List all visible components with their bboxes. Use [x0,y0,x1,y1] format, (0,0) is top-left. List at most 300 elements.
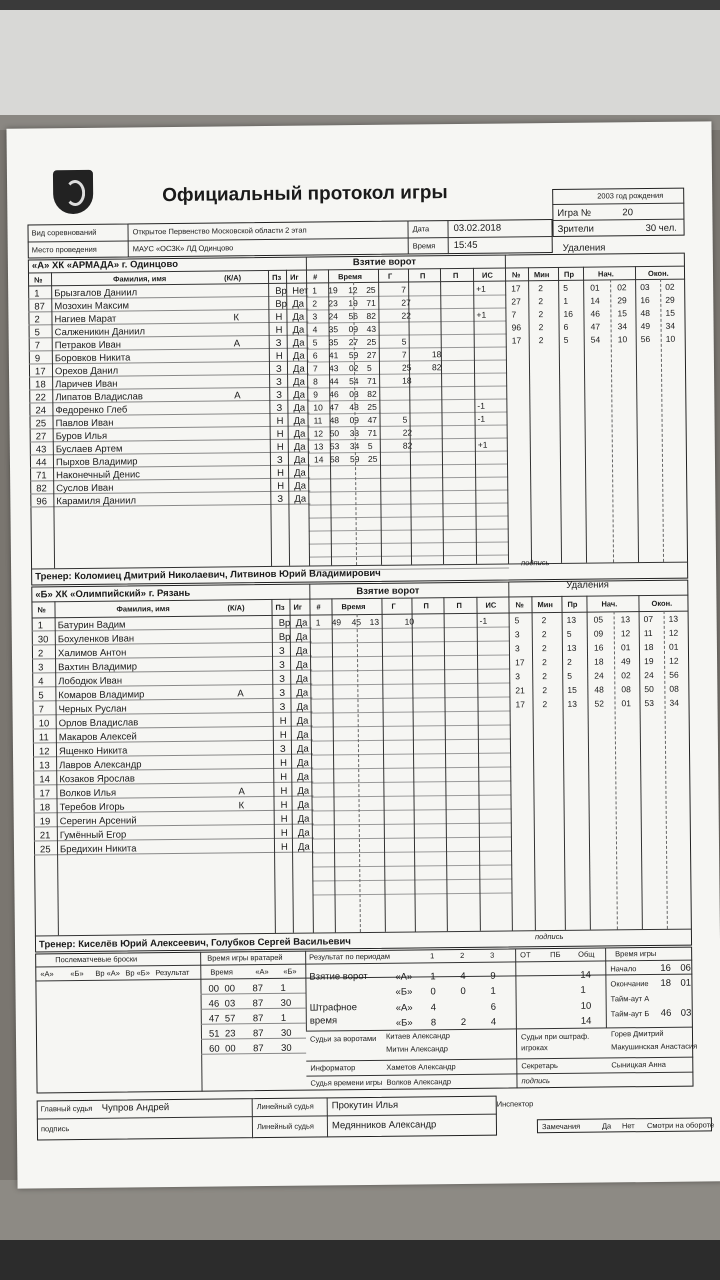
player-plays: Да [293,402,306,414]
player-name: Федоренко Глеб [55,404,128,417]
penalty-cell: 01 [668,641,679,652]
player-plays: Да [293,376,305,388]
period-team: «Б» [395,986,413,998]
player-position: З [277,493,284,505]
penalty-cell: 5 [566,628,572,639]
goal-cell: 14 [313,454,324,465]
goalie-row [201,996,306,1010]
player-number: 71 [36,470,47,482]
penalty-cell: 16 [640,294,650,306]
goalie-cell: 00 [225,1043,236,1055]
goal-cell: 71 [367,375,377,386]
goal-cell: 10 [313,402,323,413]
venue: МАУС «ОСЗК» ЛД Одинцово [132,243,234,254]
penalty-cell: 16 [563,308,573,319]
player-position: З [279,701,286,713]
player-name: Волков Илья [59,787,117,800]
goal-cell: 24 [328,311,338,322]
goal-cell: 82 [366,310,376,321]
penalty-cell: 96 [511,322,522,333]
goal-cell: 50 [329,428,340,439]
penalty-cell: 7 [511,309,517,320]
penalty-cell: 49 [640,320,651,332]
player-plays: Да [294,493,307,505]
player-position: Н [275,350,283,362]
goal-cell: 82 [431,362,442,373]
goal-cell: -1 [477,400,486,411]
period-value: 4 [460,970,466,983]
player-number: 13 [39,760,50,772]
player-name: Вахтин Владимир [58,661,138,674]
team-b-pen-title: Удаления [566,579,609,591]
goal-cell: 9 [313,389,319,400]
team-a-pen-title: Удаления [562,242,606,254]
player-name: Мозохин Максим [54,300,130,313]
goalie-row [201,1026,306,1040]
gk-title: Время игры вратарей [207,952,283,963]
penalty-row [509,626,689,641]
player-number: 11 [38,732,49,744]
goal-cell: 10 [404,616,415,627]
goal-cell: 13 [313,441,324,452]
window-frame [0,0,720,130]
period-row [395,967,605,982]
goal-cell: 09 [349,415,360,426]
goalie-cell: 03 [224,998,236,1010]
goal-cell: 02 [348,363,359,374]
player-position: З [276,402,283,414]
period-value: 14 [580,969,592,981]
penalty-cell: 52 [594,698,605,709]
goal-cell: +1 [476,309,487,320]
player-name: Серегин Арсений [59,815,137,828]
player-number: 44 [35,457,47,469]
player-name: Бохуленков Иван [57,633,135,646]
period-value: 0 [460,985,466,998]
penalty-cell: 17 [511,335,522,346]
goal-cell: 27 [348,337,359,348]
penalty-row [509,696,689,711]
goalie-cell: 23 [224,1028,236,1040]
player-role: А [233,338,241,350]
penalty-cell: 47 [590,321,601,332]
penalty-cell: 12 [668,627,679,638]
player-plays: Да [296,701,309,713]
goal-cell: 25 [366,336,377,347]
goalie-cell: 30 [280,997,292,1009]
penalty-cell: 3 [514,629,520,640]
table-surface [0,1180,720,1280]
period-value: 6 [490,1001,497,1013]
goalie-cell: 57 [224,1013,236,1025]
penalty-row [509,612,689,627]
player-plays: Да [292,363,305,375]
penalty-cell: 16 [593,642,604,653]
player-number: 12 [38,746,50,758]
penalty-cell: 15 [567,684,577,695]
player-number: 2 [37,648,44,660]
goal-cell: 35 [328,324,339,335]
goalie-row [201,1041,306,1055]
period-team: «А» [395,1002,413,1014]
goal-cell: 19 [348,298,358,309]
penalty-cell: 09 [593,628,604,639]
game-no: 20 [622,207,634,219]
team-a-title: «А» ХК «АРМАДА» г. Одинцово [31,258,179,272]
player-plays: Да [296,715,309,727]
competition-label: Вид соревнований [31,227,97,238]
periods-title: Результат по периодам [309,951,391,962]
player-name: Карамиля Даниил [56,495,137,508]
player-plays: Да [295,617,308,629]
period-team: «А» [395,971,413,983]
linesman-1: Прокутин Илья [331,1099,399,1112]
player-position: Н [275,324,283,336]
penalty-cell: 54 [590,334,601,345]
goal-cell: 59 [349,454,360,465]
goal-cell: 54 [349,376,359,387]
period-row [396,998,606,1013]
linesman-2: Медянников Александр [331,1119,437,1132]
goal-cell: 49 [331,617,342,628]
player-name: Нагиев Марат [54,313,117,326]
player-number: 82 [36,483,47,495]
goal-cell: -1 [479,615,488,626]
player-name: Ященко Никита [58,745,128,758]
player-name: Липатов Владислав [55,391,143,404]
goal-cell: 47 [367,414,378,425]
goal-cell: 27 [366,349,377,360]
player-number: 9 [34,353,41,365]
page-title: Официальный протокол игры [162,182,448,207]
player-number: 14 [39,774,50,786]
player-number: 5 [38,690,44,702]
player-position: Н [276,415,284,427]
team-a-coach: Тренер: Коломиец Дмитрий Николаевич, Литвинов Юрий Владимирович [35,567,381,583]
club-logo-icon [53,170,93,214]
period-value: 2 [460,1016,467,1029]
player-plays: Да [297,757,309,769]
period-value: 0 [430,986,436,998]
team-a-sign: подпись [520,558,550,568]
period-value: 10 [580,1000,592,1012]
goalie-cell: 30 [281,1042,292,1054]
player-name: Гумённый Егор [59,829,127,842]
period-value: 1 [430,971,436,983]
player-plays: Да [295,631,308,643]
penalty-cell: 24 [594,670,604,681]
player-position: Н [279,729,287,741]
penalty-cell: 17 [511,283,521,294]
player-number: 7 [38,704,44,716]
period-row [395,982,605,997]
period-team: «Б» [395,1017,413,1029]
player-position: Н [279,715,287,727]
penalty-cell: 02 [621,670,631,681]
player-role: К [238,800,245,812]
goalie-cell: 87 [252,983,264,995]
penalty-cell: 2 [538,335,544,346]
goal-cell: 58 [329,454,340,465]
penalty-cell: 2 [541,629,547,640]
player-position: Н [277,480,285,492]
goal-cell: 82 [402,440,413,451]
game-no-label: Игра № [557,207,592,219]
goal-cell: 34 [349,441,360,452]
penalty-cell: 2 [542,699,548,710]
goal-cell: 27 [401,297,411,308]
penalty-cell: 17 [515,657,525,668]
goal-cell: 71 [366,297,376,308]
penalty-cell: 15 [665,307,675,318]
player-name: Боровков Никита [54,352,131,365]
goal-cell: 43 [366,323,377,334]
penalty-cell: 10 [665,333,676,344]
player-plays: Нет [292,285,309,297]
penalty-cell: 2 [538,322,544,333]
penalty-cell: 03 [640,281,650,293]
period-value: 1 [580,984,586,996]
player-position: Вр [278,631,291,643]
penalty-cell: 5 [514,615,520,626]
penalty-cell: 2 [567,656,572,667]
player-position: Н [280,785,288,797]
goal-cell: 56 [348,311,358,322]
spectators-label: Зрители [557,223,595,235]
goalie-row [200,981,305,995]
penalty-cell: 15 [617,308,627,319]
goal-cell: 25 [366,284,376,295]
goalie-row [201,1011,306,1025]
player-number: 27 [35,431,47,443]
penalty-cell: 27 [511,296,521,307]
goalie-cell: 1 [280,982,286,994]
pim-by-period-label: Штрафное время [309,1002,358,1027]
penalty-cell: 11 [643,627,653,639]
goal-cell: 19 [328,285,338,296]
player-plays: Да [297,827,310,839]
goal-cell: 11 [313,415,323,426]
penalty-cell: 2 [542,657,547,668]
goal-cell: 1 [315,617,321,628]
player-plays: Да [296,659,308,671]
goal-cell: 13 [369,616,380,627]
goal-cell: 53 [329,441,340,452]
player-plays: Да [293,415,306,427]
goal-cell: 7 [312,363,318,374]
goal-cell: 5 [402,414,408,425]
penalty-cell: 01 [590,282,600,293]
penalty-cell: 5 [563,334,569,345]
player-plays: Да [296,729,309,741]
player-name: Петраков Иван [54,339,122,352]
player-position: З [275,337,282,349]
team-b-sign: подпись [534,931,564,942]
goal-cell: 48 [349,402,359,413]
penalty-cell: 56 [669,669,679,680]
player-position: З [276,389,283,401]
team-a-goals-title: Взятие ворот [352,256,417,269]
player-plays: Да [293,428,306,440]
player-number: 1 [34,288,40,300]
player-number: 25 [39,844,51,856]
goal-cell: 71 [367,427,378,438]
goal-cell: 7 [401,284,406,295]
penalty-cell: 48 [640,307,650,319]
goal-cell: +1 [477,439,488,450]
player-position: З [276,376,282,388]
player-name: Лободюк Иван [58,675,123,688]
penalty-cell: 24 [644,669,654,681]
player-number: 3 [38,662,44,674]
goal-cell: 1 [312,285,317,296]
goalie-cell: 1 [280,1012,287,1024]
penalty-cell: 13 [668,613,679,624]
player-plays: Да [292,337,305,349]
penalty-cell: 48 [594,684,604,695]
goal-cell: 44 [329,376,339,387]
goal-cell: 33 [349,428,360,439]
player-plays: Да [296,673,309,685]
date-label: Дата [412,224,430,234]
player-role: А [234,390,241,402]
penalty-cell: 29 [665,294,675,305]
player-position: З [275,363,282,375]
penalty-cell: 13 [566,642,577,653]
penalty-cell: 49 [621,656,631,667]
period-value: 8 [430,1017,437,1029]
goal-cell: 4 [312,324,318,335]
penalty-cell: 2 [541,643,547,654]
goalie-cell: 46 [208,998,220,1010]
penalty-cell: 07 [643,613,654,625]
player-number: 22 [35,392,46,404]
penalty-cell: 21 [515,685,525,696]
penalty-row [506,332,686,347]
player-number: 24 [35,405,47,417]
player-number: 21 [39,830,51,842]
player-plays: Да [295,645,308,657]
penalty-cell: 18 [643,641,654,653]
penalty-cell: 2 [538,283,543,294]
player-name: Павлов Иван [55,417,114,430]
birth-year: 2003 год рождения [597,190,664,201]
chief-referee: Чупров Андрей [101,1102,170,1114]
player-role: К [233,312,240,324]
goal-cell: 47 [329,402,339,413]
penalty-cell: 2 [541,615,547,626]
goal-cell: 5 [312,337,318,348]
player-name: Брызгалов Даниил [54,287,138,300]
player-number: 1 [37,620,44,632]
player-number: 19 [39,816,51,828]
penalty-cell: 34 [669,697,680,708]
player-plays: Да [292,350,305,362]
goal-cell: 22 [401,310,411,321]
goal-cell: 23 [328,298,338,309]
penalty-cell: 2 [542,671,548,682]
player-position: Н [280,771,288,783]
player-name: Халимов Антон [57,647,127,660]
player-position: Вр [278,617,291,629]
player-number: 4 [38,676,44,688]
player-plays: Да [293,441,306,453]
player-position: Вр [275,298,288,310]
goal-cell: 43 [328,363,339,374]
goals-by-period-label: Взятие ворот [309,970,368,983]
penalty-cell: 02 [665,281,675,292]
player-plays: Да [292,298,305,310]
goal-cell: 2 [312,298,318,309]
period-row [396,1013,606,1028]
period-value: 1 [490,985,496,997]
player-number: 17 [39,788,51,800]
penalty-cell: 13 [567,698,578,709]
player-number: 2 [34,314,40,326]
player-position: Вр [275,285,287,297]
goal-cell: 35 [328,337,339,348]
penalty-cell: 29 [617,295,627,306]
goal-cell: 25 [401,362,412,373]
goal-cell: 12 [348,285,358,296]
player-position: Н [280,799,288,811]
penalty-cell: 14 [590,295,600,306]
time-label: Время [412,241,436,251]
player-role: А [238,786,245,798]
goal-cell: 12 [313,428,324,439]
player-plays: Да [297,799,310,811]
penalty-cell: 01 [620,642,631,653]
goal-cell: 22 [402,427,413,438]
goalie-cell: 30 [280,1027,292,1039]
penalty-cell: 01 [621,698,632,709]
goal-cell: -1 [477,413,486,424]
penalty-row [509,682,689,697]
goalie-cell: 00 [208,983,220,995]
penalty-cell: 02 [617,282,627,293]
player-name: Бредихин Никита [59,843,137,856]
penalty-cell: 12 [620,628,631,639]
penalty-cell: 2 [538,296,544,307]
protocol-sheet: Официальный протокол игры 2003 год рождения Игра № 20 Зрители 30 чел. Вид соревнований Открытое Первенство Московской области 2 этап Место проведения МАУС «ОСЗК» ЛД Одинцово Дата 03.02.2018 Время 15:45 «А» ХК «АРМАДА» г. Одинцово Взятие ворот Удаления № Фамилия, имя (К/А) Пз Иг # Время Г П П ИС № Мин Пр Нач. Окон. 1 Брызгалов Даниил Вр Нет 87 Мозохин Максим Вр Да 2 Нагиев Марат К Н Да 5 Салженикин Даниил Н Да 7 Петраков Иван А З Да 9 Боровков Никита Н Да 17 Орехов Данил З Да 18 Ларичев Иван З Да 22 Липатов Владислав А З Да 24 Федоренко Глеб З Да 25 Павлов Иван Н Да 27 Буров Илья Н Да 43 Буслаев Артем Н Да 44 Пырхов Владимир З Да 71 Наконечный Денис Н Да 82 Суслов Иван Н Да 96 Карамиля Даниил З Да 1 19 12 25 7 +1 2 23 19 71 27 3 24 56 82 22 +1 4 35 09 43 5 35 27 25 5 6 41 59 27 7 18 7 43 02 5 25 82 8 44 54 71 18 9 46 03 82 10 47 48 25 -1 11 48 09 47 5 -1 12 50 33 71 22 13 53 34 5 82 +1 14 58 59 25 17 2 5 01 02 03 02 27 2 1 14 29 16 29 7 2 16 46 15 48 15 96 2 6 47 34 49 34 17 2 5 54 10 56 10 Тренер: Коломиец Дмитрий Николаевич, Литвинов Юрий Владимирович подпись «Б» ХК «Олимпийский» г. Рязань Взятие ворот Удаления № Фамилия, имя (К/А) Пз Иг # Время Г П П ИС № Мин Пр Нач. Окон. 1 Батурин Вадим Вр Да 30 Бохуленков Иван Вр Да 2 Халимов Антон З Да 3 Вахтин Владимир З Да 4 Лободюк Иван З Да 5 Комаров Владимир А З Да 7 Черных Руслан З Да 10 Орлов Владислав Н Да 11 Макаров Алексей Н Да 12 Ященко Никита З Да 13 Лавров Александр Н Да 14 Козаков Ярослав Н Да 17 Волков Илья А Н Да 18 Теребов Игорь К Н Да 19 Серегин Арсений Н Да 21 Гумённый Егор Н Да 25 Бредихин Никита Н Да 1 49 45 13 10 -1 5 2 13 05 13 07 13 3 2 5 09 12 11 12 3 2 13 16 01 18 01 17 2 2 18 49 19 12 3 2 5 24 02 24 56 21 2 15 48 08 50 08 17 2 13 52 01 53 34 Тренер: Киселёв Юрий Алексеевич, Голубков Сергей Васильевич подпись Послематчевые броски «А» «Б» Вр «А» Вр «Б» Результат Время игры вратарей Время «А» «Б» 00 00 87 1 46 03 87 30 47 57 87 1 51 23 87 30 60 00 87 30 Результат по периодам 1 2 3 ОТ ПБ Общ Взятие ворот Штрафное время «А» 1 4 9 14 «Б» 0 0 1 1 «А» 4 6 10 «Б» 8 2 4 14 Время игры Начало 16 06 Окончание 18 01 Тайм-аут А Тайм-аут Б 46 03 Судьи за воротами Китаев Александр Митин Александр Судьи при оштраф. игроках Горев Дмитрий Макушинская Анастасия Информатор Хаметов Александр Секретарь Сыницкая Анна Судья времени игры Волков Александр подпись Главный судья Чупров Андрей подпись Линейный судья Прокутин Илья Линейный судья Медянников Александр Инспектор Замечания Да Нет Смотри на обороте [6,121,720,1188]
player-plays: Да [296,687,309,699]
player-name: Буслаев Артем [55,443,123,456]
player-name: Салженикин Даниил [54,326,146,339]
goal-cell: 09 [348,324,359,335]
player-plays: Да [297,841,310,853]
player-plays: Да [292,311,305,323]
penalty-cell: 53 [644,697,655,709]
player-number: 17 [34,366,46,378]
penalty-cell: 34 [665,320,676,331]
penalty-cell: 19 [644,655,654,667]
player-plays: Да [297,813,310,825]
player-name: Орлов Владислав [58,717,139,730]
goal-cell: 5 [367,440,373,451]
goal-cell: 3 [312,311,318,322]
player-name: Орехов Данил [54,365,119,378]
competition: Открытое Первенство Московской области 2 этап [132,225,307,237]
player-position: З [276,454,283,466]
player-number: 87 [34,301,45,313]
player-name: Черных Руслан [58,703,127,716]
goal-cell: 18 [431,349,442,360]
spectators: 30 чел. [645,222,677,235]
period-value: 4 [490,1016,497,1028]
date: 03.02.2018 [453,222,502,235]
player-plays: Да [297,771,310,783]
game-time-title: Время игры [615,948,657,959]
